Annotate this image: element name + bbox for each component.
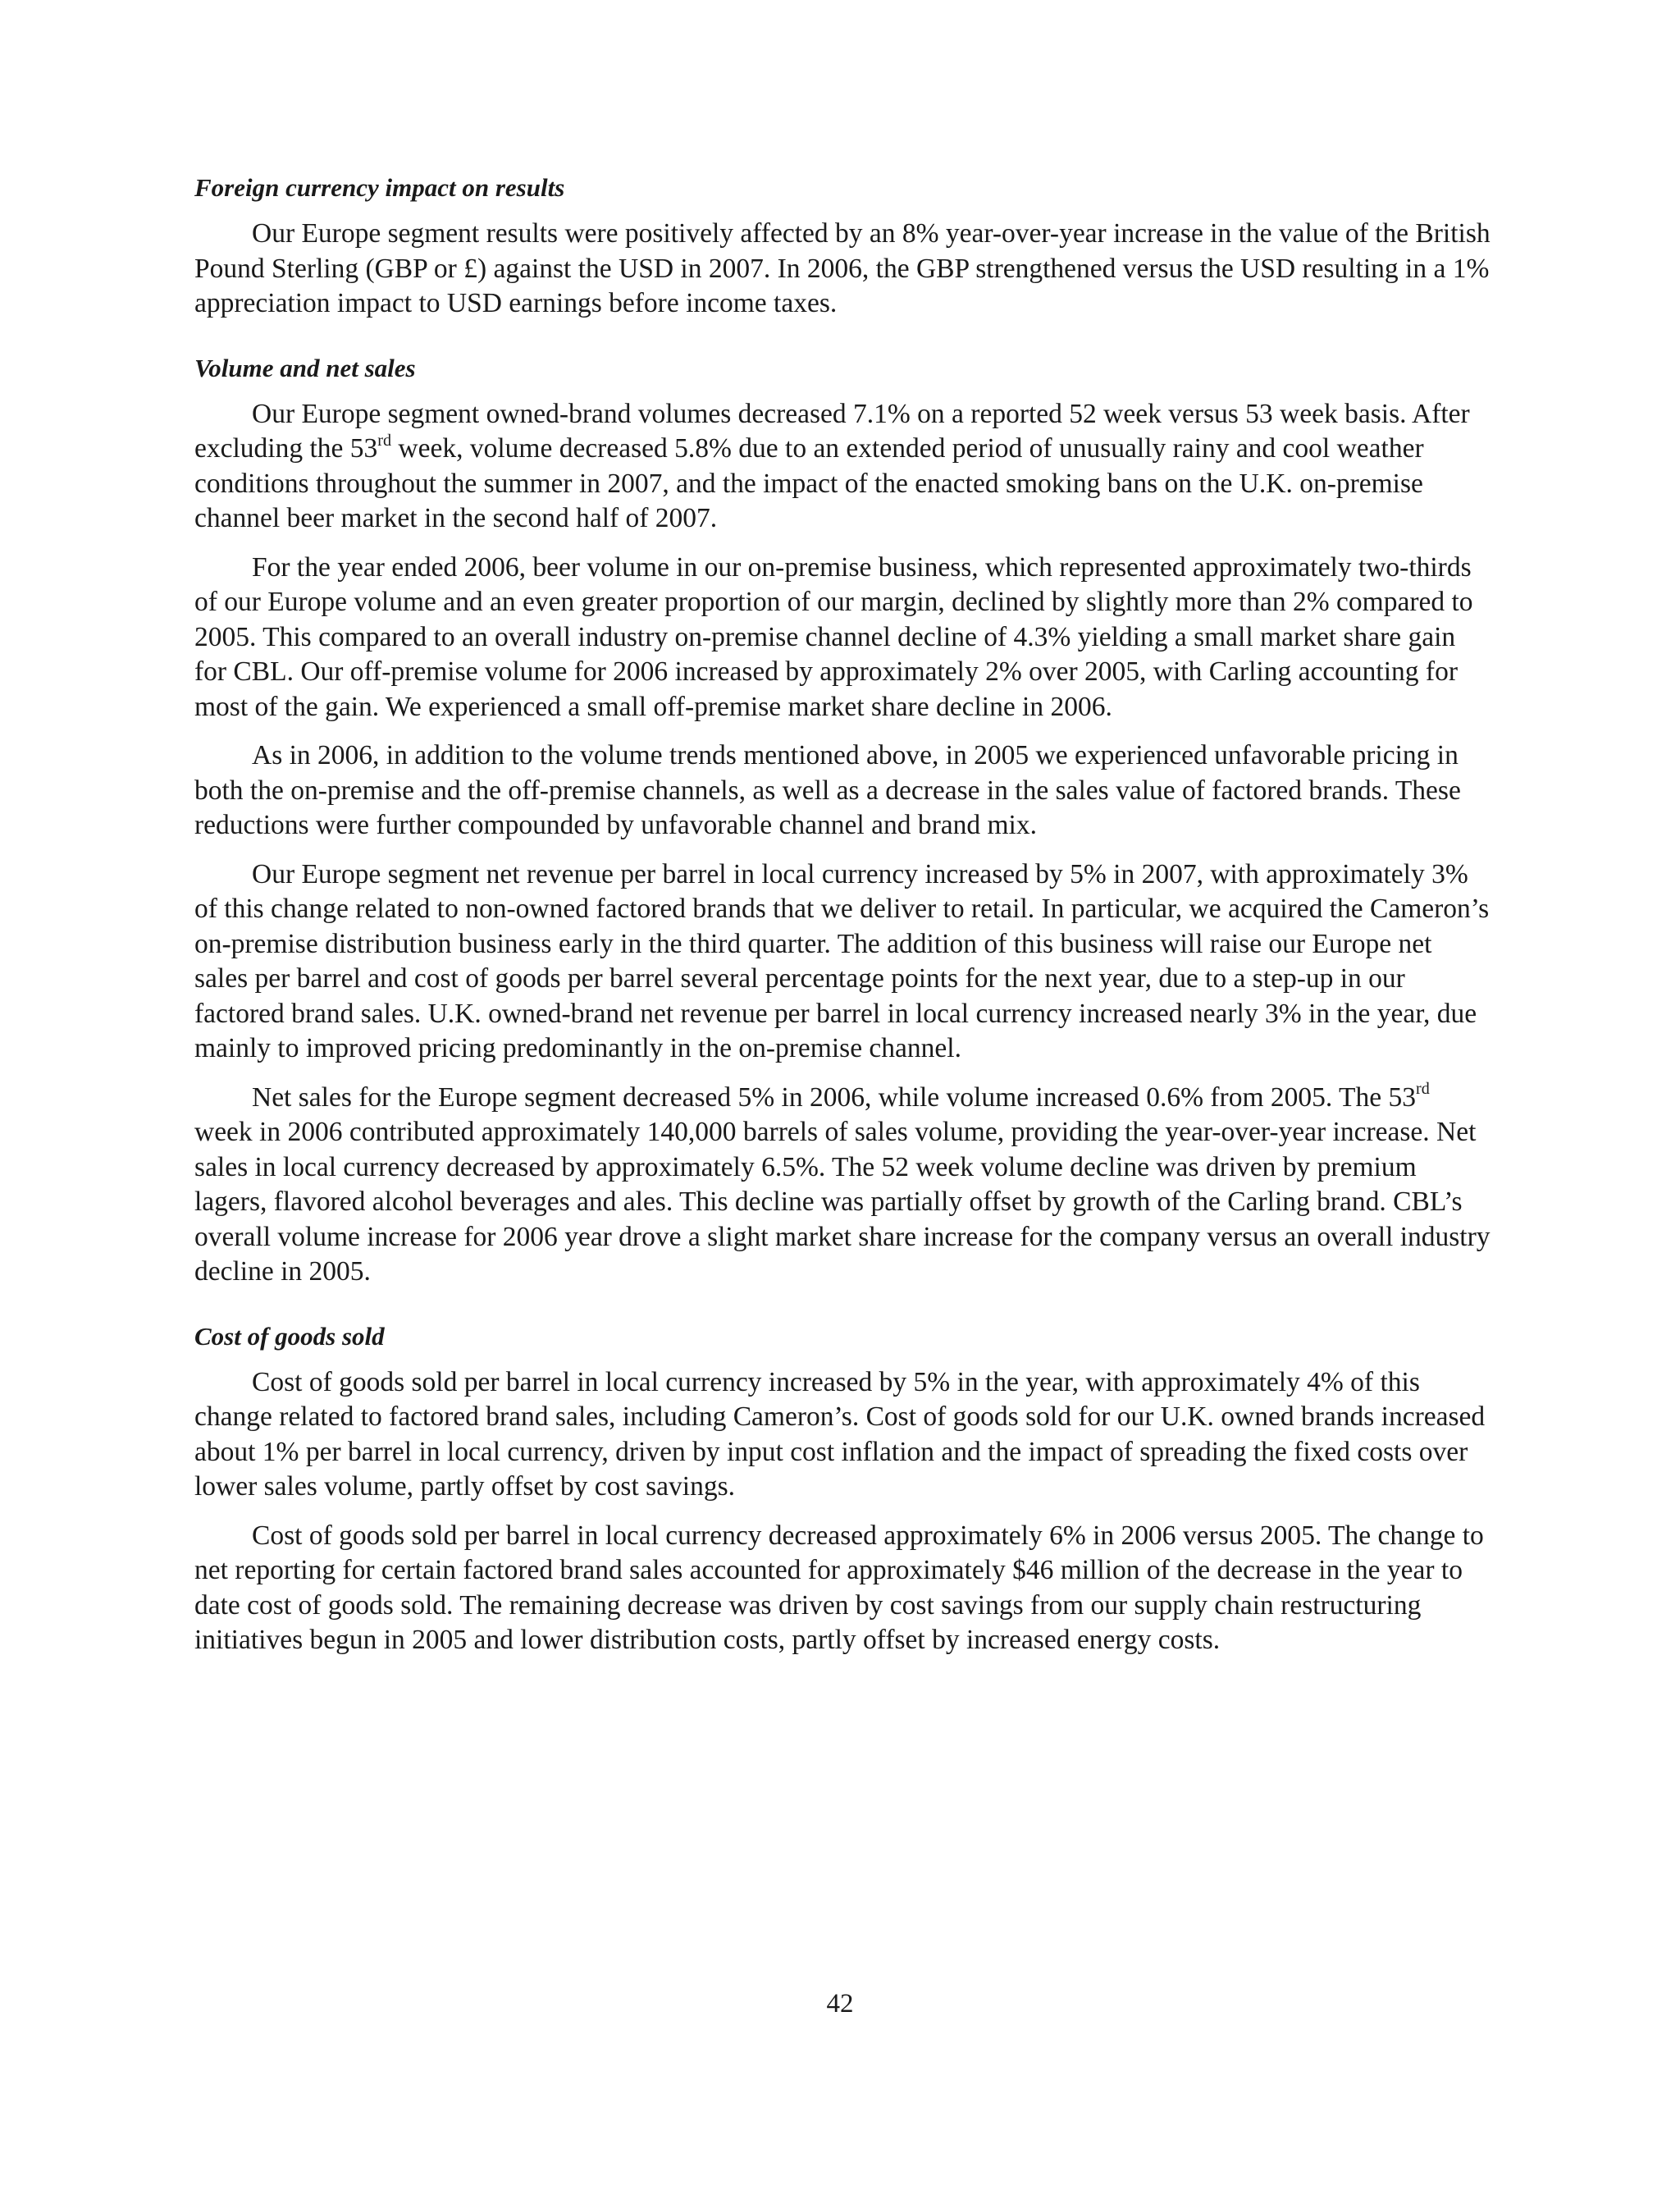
paragraph: As in 2006, in addition to the volume trends mentioned above, in 2005 we experienced unfavorable pricing in both the on-premise and the off-premise channels, as well as a decrease in the sales value of factored brands. These reductions were further compounded by unfavorable channel and brand mix.: [194, 740, 1461, 840]
paragraph: Cost of goods sold per barrel in local currency decreased approximately 6% in 2006 versus 2005. The change to net reporting for certain factored brand sales accounted for approximately $46 million of the decrease in the year to date cost of goods sold. The remaining decrease was driven by cost savings from our supply chain restructuring initiatives begun in 2005 and lower distribution costs, partly offset by increased energy costs.: [194, 1520, 1484, 1655]
section-heading: Volume and net sales: [194, 353, 416, 382]
paragraph: Our Europe segment net revenue per barrel in local currency increased by 5% in 2007, with approximately 3% of this change related to non-owned factored brands that we deliver to retail. In particular, we acquired the Cameron’s on-premise distribution business early in the third quarter. The addition of this business will raise our Europe net sales per barrel and cost of goods per barrel several percentage points for the next year, due to a step-up in our factored brand sales. U.K. owned-brand net revenue per barrel in local currency increased nearly 3% in the year, due mainly to improved pricing predominantly in the on-premise channel.: [194, 858, 1490, 1063]
section-volume-net-sales: [194, 351, 1491, 1290]
paragraph: For the year ended 2006, beer volume in our on-premise business, which represented approximately two-thirds of our Europe volume and an even greater proportion of our margin, declined by slightly more than 2% compared to 2005. This compared to an overall industry on-premise channel decline of 4.3% yielding a small market share gain for CBL. Our off-premise volume for 2006 increased by approximately 2% over 2005, with Carling accounting for most of the gain. We experienced a small off-premise market share decline in 2006.: [194, 551, 1473, 722]
section-foreign-currency: [194, 171, 1491, 322]
paragraph: [194, 1081, 1491, 1290]
paragraph-text: week in 2006 contributed approximately 140,000 barrels of sales volume, providing the year-over-year increase. Net sales in local currency decreased by approximately 6.5%. The 52 week volume decline was driven by premium lagers, flavored alcohol beverages and ales. This decline was partially offset by growth of the Carling brand. CBL’s overall volume increase for 2006 year drove a slight market share increase for the company versus an overall industry decline in 2005.: [194, 1117, 1491, 1287]
superscript: rd: [1416, 1080, 1430, 1099]
page-number: 42: [826, 1989, 854, 2019]
section-heading: Foreign currency impact on results: [194, 173, 565, 202]
paragraph-text: Net sales for the Europe segment decreased 5% in 2006, while volume increased 0.6% from 2005. The 53: [252, 1081, 1416, 1113]
paragraph-text: Our Europe segment owned-brand volumes decreased 7.1% on a reported 52 week versus 53 week basis. After excluding the 53: [194, 398, 1470, 464]
paragraph-text: week, volume decreased 5.8% due to an extended period of unusually rainy and cool weather conditions throughout the summer in 2007, and the impact of the enacted smoking bans on the U.K. on-premise channel beer market in the second half of 2007.: [194, 433, 1424, 533]
superscript: rd: [377, 431, 392, 450]
paragraph: Cost of goods sold per barrel in local currency increased by 5% in the year, with approximately 4% of this change related to factored brand sales, including Cameron’s. Cost of goods sold for our U.K. owned brands increased about 1% per barrel in local currency, driven by input cost inflation and the impact of spreading the fixed costs over lower sales volume, partly offset by cost savings.: [194, 1366, 1486, 1502]
paragraph: Our Europe segment results were positively affected by an 8% year-over-year increase in the value of the British Pound Sterling (GBP or £) against the USD in 2007. In 2006, the GBP strengthened versus the USD resulting in a 1% appreciation impact to USD earnings before income taxes.: [194, 218, 1491, 318]
section-cost-of-goods-sold: [194, 1319, 1491, 1658]
document-page: [194, 171, 1491, 1688]
section-heading: Cost of goods sold: [194, 1321, 385, 1351]
paragraph: [194, 397, 1491, 537]
